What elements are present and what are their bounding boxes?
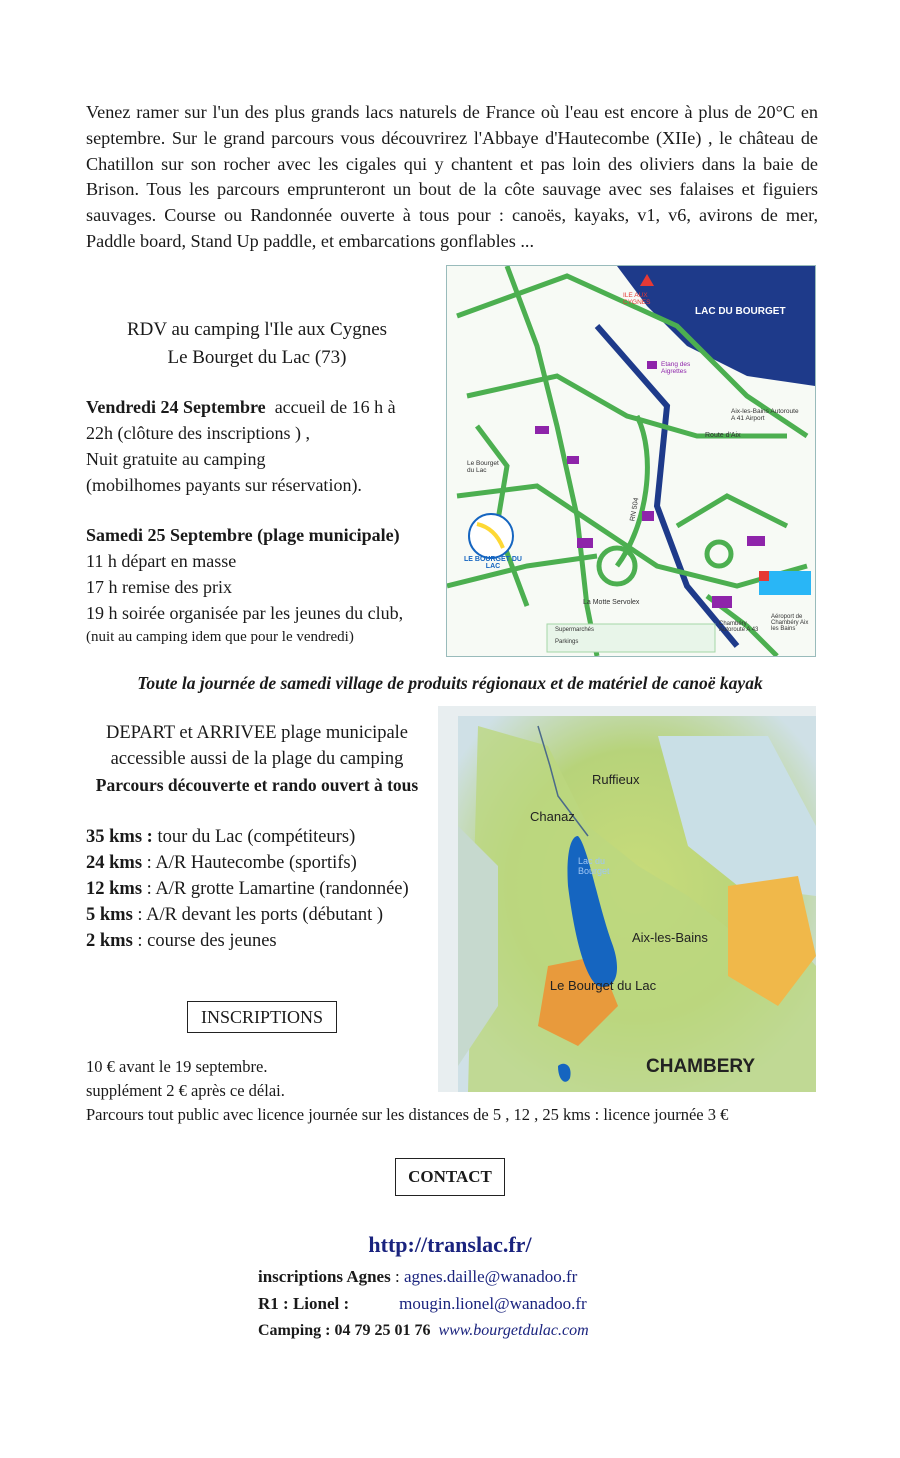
distance-km: 12 kms xyxy=(86,879,143,899)
insc-contact-label: inscriptions Agnes xyxy=(258,1267,391,1286)
distance-item xyxy=(86,824,409,850)
distance-text: A/R grotte Lamartine (randonnée) xyxy=(151,879,409,899)
distance-item xyxy=(86,902,409,928)
distance-text: tour du Lac (compétiteurs) xyxy=(152,827,356,847)
distance-sep: : xyxy=(142,853,152,873)
relief-map-graphic xyxy=(438,706,816,1092)
relief-lac-label: Lac du Bourget xyxy=(578,856,610,876)
camping-site-link[interactable]: www.bourgetdulac.com xyxy=(438,1322,589,1339)
friday-text: accueil de 16 h à xyxy=(274,397,396,417)
rdv-block xyxy=(86,316,428,372)
rdv-line-2: Le Bourget du Lac (73) xyxy=(167,347,347,368)
depart-line-1: DEPART et ARRIVEE plage municipale xyxy=(105,723,409,743)
distance-sep: : xyxy=(142,827,153,847)
distance-sep: : xyxy=(142,879,152,899)
distance-text: course des jeunes xyxy=(142,931,277,951)
prices-block xyxy=(86,1055,728,1127)
village-banner: Toute la journée de samedi village de produits régionaux et de matériel de canoë kayak xyxy=(137,673,763,693)
friday-line-2: 22h (clôture des inscriptions ) , xyxy=(86,423,310,443)
map1-legend-2: Parkings xyxy=(555,639,579,645)
relief-chanaz-label: Chanaz xyxy=(530,809,575,824)
inscriptions-button[interactable]: INSCRIPTIONS xyxy=(187,1001,337,1033)
map1-aeroport-label: Aéroport de Chambéry Aix les Bains xyxy=(771,614,809,632)
friday-line-3: Nuit gratuite au camping xyxy=(86,449,266,469)
saturday-line-1: 11 h départ en masse xyxy=(86,551,237,571)
relief-aix-label: Aix-les-Bains xyxy=(632,930,708,945)
distance-item xyxy=(86,928,409,954)
depart-block xyxy=(86,720,428,798)
map1-bourget-label: Le Bourget du Lac xyxy=(467,460,499,474)
distance-text: A/R Hautecombe (sportifs) xyxy=(151,853,357,873)
insc-email-link[interactable]: agnes.daille@wanadoo.fr xyxy=(403,1267,578,1286)
street-map xyxy=(446,265,816,657)
saturday-title: Samedi 25 Septembre (plage municipale) xyxy=(86,525,400,545)
distance-item xyxy=(86,876,409,902)
map1-etang-label: Etang des Aigrettes xyxy=(661,361,691,375)
map1-lac-label: LAC DU BOURGET xyxy=(695,306,786,317)
contacts-block: inscriptions Agnes : agnes.daille@wanadoo.fr R1 : Lionel : mougin.lionel@wanadoo.fr Camping : 04 79 25 01 76 www.bourgetdulac.com xyxy=(258,1267,589,1339)
relief-ruffieux-label: Ruffieux xyxy=(592,772,640,787)
distance-list xyxy=(86,824,409,954)
schedule xyxy=(86,394,436,648)
distance-km: 2 kms xyxy=(86,931,133,951)
map1-route-aix-label: Route d'Aix xyxy=(705,432,741,439)
distance-item xyxy=(86,850,409,876)
saturday-line-2: 17 h remise des prix xyxy=(86,577,232,597)
saturday-line-4: (nuit au camping idem que pour le vendredi) xyxy=(86,629,354,645)
depart-line-3: Parcours découverte et rando ouvert à tous xyxy=(95,775,419,795)
relief-map xyxy=(438,706,816,1092)
map1-ile-label: ILE AUX CYGNES xyxy=(623,292,651,306)
map1-logo-label: LE BOURGET DU LAC xyxy=(464,556,522,570)
map1-rn504-label: RN 504 xyxy=(629,497,641,522)
depart-line-2: accessible aussi de la plage du camping xyxy=(110,749,404,769)
price-line-3: Parcours tout public avec licence journée sur les distances de 5 , 12 , 25 kms : licence journée 3 € xyxy=(86,1105,729,1124)
friday-line-4: (mobilhomes payants sur réservation). xyxy=(86,475,362,495)
friday-title: Vendredi 24 Septembre xyxy=(86,397,266,417)
distance-text: A/R devant les ports (débutant ) xyxy=(142,905,384,925)
website-link[interactable]: http://translac.fr/ xyxy=(368,1232,532,1257)
map1-chambery-label: Chambéry Autoroute A 43 xyxy=(719,621,759,633)
price-line-2: supplément 2 € après ce délai. xyxy=(86,1081,285,1100)
map1-aix-label: Aix-les-Bains Autoroute A 41 Airport xyxy=(731,408,799,422)
r1-email-link[interactable]: mougin.lionel@wanadoo.fr xyxy=(399,1294,587,1313)
distance-km: 5 kms xyxy=(86,905,133,925)
price-line-1: 10 € avant le 19 septembre. xyxy=(86,1057,268,1076)
distance-km: 24 kms xyxy=(86,853,143,873)
saturday-line-3: 19 h soirée organisée par les jeunes du club, xyxy=(86,603,404,623)
intro-paragraph: Venez ramer sur l'un des plus grands lacs naturels de France où l'eau est encore à plus de 20°C en septembre. Sur le grand parcours vous découvrirez l'Abbaye d'Hautecombe (XIIe) , le château de Chatillon sur son rocher avec les cigales qui y chantent et pas loin des oliviers dans la baie de Brison. Tous les parcours emprunteront un bout de la côte sauvage avec ses falaises et figuiers sauvages. Course ou Randonnée ouverte à tous pour : canoës, kayaks, v1, v6, avirons de mer, Paddle board, Stand Up paddle, et embarcations gonflables ... xyxy=(86,102,818,251)
rdv-line-1: RDV au camping l'Ile aux Cygnes xyxy=(126,319,388,340)
map1-legend-1: Supermarchés xyxy=(555,627,595,633)
camping-phone: Camping : 04 79 25 01 76 xyxy=(258,1322,431,1339)
r1-contact-label: R1 : Lionel : xyxy=(258,1294,350,1313)
distance-sep: : xyxy=(132,931,143,951)
map1-motte-label: La Motte Servolex xyxy=(583,599,640,606)
relief-bourget-label: Le Bourget du Lac xyxy=(549,978,657,993)
distance-sep: : xyxy=(132,905,143,925)
distance-km: 35 kms xyxy=(86,827,143,847)
relief-chambery-label: CHAMBERY xyxy=(646,1056,756,1077)
contact-button[interactable]: CONTACT xyxy=(395,1158,505,1196)
